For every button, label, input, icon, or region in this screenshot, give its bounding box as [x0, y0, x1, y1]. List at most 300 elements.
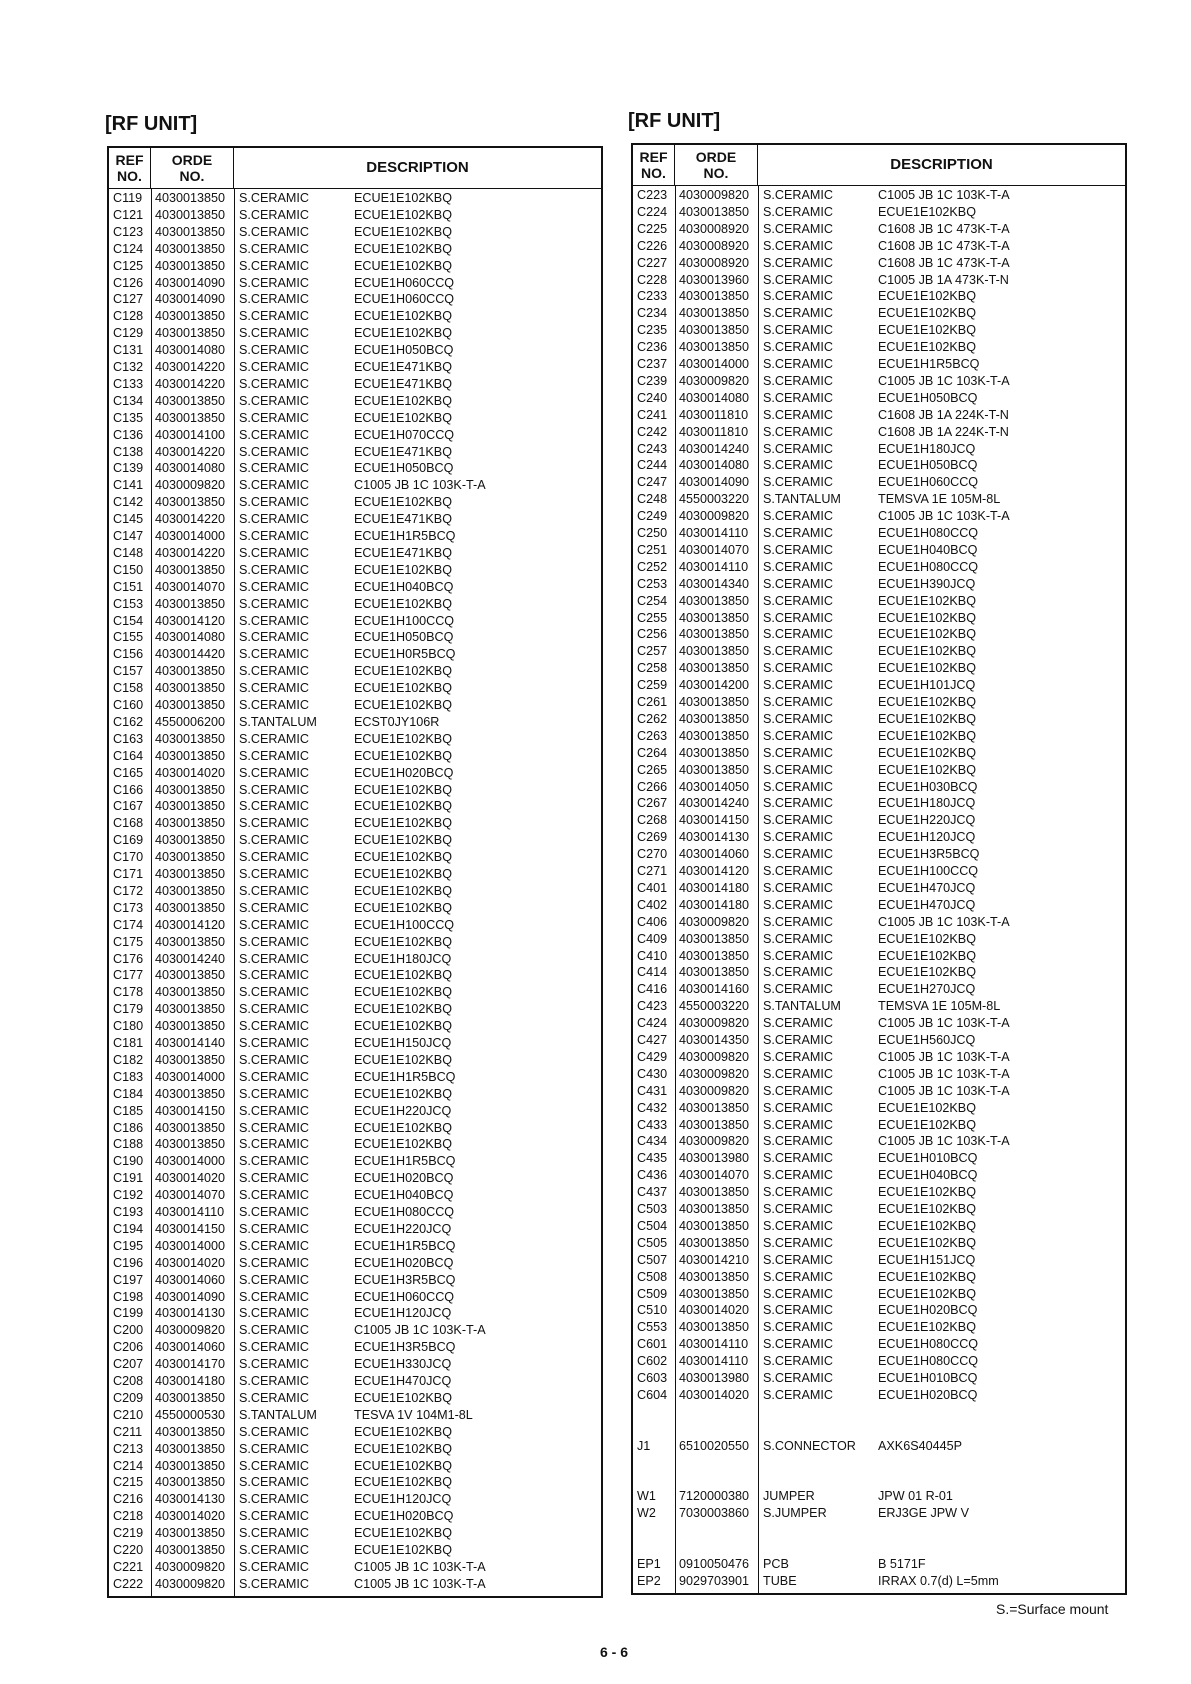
part-type-cell: S.CERAMIC — [239, 292, 309, 307]
part-type-cell: S.CERAMIC — [763, 796, 833, 811]
table-row — [633, 762, 1125, 779]
table-row — [633, 981, 1125, 998]
part-desc-cell: ECUE1E102KBQ — [354, 596, 453, 611]
part-type-cell: S.CERAMIC — [239, 1002, 309, 1017]
table-row — [633, 1353, 1125, 1370]
order-no-cell: 4030009820 — [679, 373, 750, 388]
ref-no-cell: C223 — [637, 188, 668, 202]
ref-no-cell: C215 — [113, 1475, 144, 1490]
order-no-cell: 4030009820 — [679, 1083, 750, 1098]
ref-no-cell: C402 — [637, 897, 668, 912]
ref-no-cell: C176 — [113, 951, 144, 966]
order-no-cell: 4030013850 — [155, 748, 226, 763]
table-row — [109, 951, 601, 968]
part-type-cell: S.CERAMIC — [239, 1374, 309, 1388]
part-desc-cell: ECUE1E102KBQ — [878, 762, 977, 777]
order-no-cell: 4030013850 — [679, 340, 750, 355]
part-type-cell: S.CERAMIC — [239, 1221, 309, 1236]
ref-no-cell: C125 — [113, 258, 144, 273]
part-desc-cell: ECUE1H020BCQ — [878, 1387, 978, 1402]
ref-no-cell: C406 — [637, 914, 668, 929]
ref-no-cell: C169 — [113, 833, 144, 848]
ref-no-cell: C162 — [113, 714, 144, 729]
part-desc-cell: ECUE1E102KBQ — [878, 965, 977, 980]
part-desc-cell: ECUE1E102KBQ — [354, 1120, 453, 1135]
ref-no-cell: C219 — [113, 1526, 144, 1541]
part-desc-cell: ECUE1H040BCQ — [354, 1188, 454, 1203]
part-type-cell: S.CERAMIC — [763, 1235, 833, 1250]
table-row — [109, 241, 601, 258]
ref-no-cell: C156 — [113, 647, 144, 662]
description-header: DESCRIPTION — [366, 159, 469, 176]
ref-no-cell: J1 — [637, 1438, 651, 1453]
ref-no-cell: C180 — [113, 1019, 144, 1034]
part-type-cell: TUBE — [763, 1573, 797, 1588]
part-desc-cell: ECUE1H060CCQ — [354, 292, 455, 307]
table-row — [109, 1407, 601, 1424]
part-type-cell: S.CERAMIC — [763, 1151, 833, 1166]
ref-no-cell: C435 — [637, 1151, 668, 1166]
ref-header-line2: NO. — [641, 165, 666, 181]
order-no-cell: 4030014180 — [679, 897, 750, 912]
part-desc-cell: C1005 JB 1C 103K-T-A — [878, 1134, 1010, 1149]
part-type-cell: S.CERAMIC — [763, 458, 833, 473]
part-desc-cell: C1608 JB 1A 224K-T-N — [878, 424, 1009, 439]
table-row — [109, 1390, 601, 1407]
order-no-cell: 4030014020 — [155, 1509, 226, 1524]
part-desc-cell: ECUE1E102KBQ — [354, 224, 453, 239]
order-no-cell: 4030009820 — [155, 1576, 226, 1591]
part-desc-cell: ECUE1E471KBQ — [354, 360, 453, 374]
ref-no-cell: C261 — [637, 695, 668, 709]
ref-no-cell: C151 — [113, 579, 144, 594]
part-desc-cell: ECUE1H020BCQ — [354, 1255, 454, 1270]
ref-no-cell: C409 — [637, 931, 668, 946]
left-heading: [RF UNIT] — [105, 113, 198, 135]
part-type-cell: S.CERAMIC — [239, 951, 309, 966]
part-type-cell: S.CERAMIC — [763, 1303, 833, 1318]
table-row — [633, 1083, 1125, 1100]
table-row — [633, 914, 1125, 931]
order-no-cell: 4030013850 — [155, 883, 226, 898]
part-type-cell: S.CERAMIC — [763, 1066, 833, 1081]
part-desc-cell: ECUE1H270JCQ — [878, 982, 976, 997]
part-type-cell: S.CERAMIC — [239, 1390, 309, 1405]
ref-no-cell: C157 — [113, 664, 144, 679]
ref-header-line1: REF — [115, 152, 144, 168]
table-row — [109, 748, 601, 765]
table-row — [633, 931, 1125, 948]
part-desc-cell: ECUE1H3R5BCQ — [354, 1272, 456, 1287]
part-type-cell: S.CERAMIC — [763, 576, 833, 591]
ref-no-cell: C233 — [637, 289, 668, 304]
part-desc-cell: ECUE1H020BCQ — [878, 1303, 978, 1318]
part-desc-cell: ECUE1H080CCQ — [878, 559, 979, 574]
order-no-cell: 4030014140 — [155, 1036, 226, 1050]
order-no-cell: 4030014150 — [155, 1221, 226, 1236]
table-row — [109, 1474, 601, 1491]
table-row — [109, 562, 601, 579]
ref-no-cell: C208 — [113, 1374, 144, 1388]
part-type-cell: S.CERAMIC — [239, 1238, 309, 1253]
left-parts-table — [107, 146, 603, 1598]
table-row — [633, 1066, 1125, 1083]
ref-no-cell: C147 — [113, 529, 144, 543]
ref-no-cell: C170 — [113, 850, 144, 865]
table-row — [109, 1255, 601, 1272]
order-no-cell: 4030014020 — [155, 1171, 226, 1186]
part-desc-cell: C1608 JB 1C 473K-T-A — [878, 221, 1010, 236]
ref-no-cell: C209 — [113, 1390, 144, 1405]
order-no-cell: 4030014110 — [679, 559, 749, 574]
ref-no-cell: C171 — [113, 867, 144, 881]
table-row — [633, 745, 1125, 762]
part-type-cell: S.CERAMIC — [239, 1458, 309, 1473]
part-desc-cell: ECUE1E102KBQ — [354, 968, 453, 983]
ref-no-cell: C244 — [637, 458, 668, 473]
ref-no-cell: C211 — [113, 1424, 143, 1439]
footnote: S.=Surface mount — [996, 1601, 1109, 1617]
part-desc-cell: ECUE1H040BCQ — [878, 542, 978, 557]
part-type-cell: S.CERAMIC — [763, 1049, 833, 1064]
ref-no-cell: C164 — [113, 748, 144, 763]
part-type-cell: S.CERAMIC — [763, 373, 833, 388]
table-row — [109, 1322, 601, 1339]
order-no-cell: 4030014180 — [155, 1374, 226, 1388]
order-no-cell: 4030013850 — [679, 1286, 750, 1301]
ref-no-cell: C505 — [637, 1235, 668, 1250]
order-no-cell: 4030014130 — [679, 830, 750, 845]
order-no-cell: 4030014120 — [679, 864, 750, 878]
ref-no-cell: C210 — [113, 1407, 144, 1422]
table-row — [633, 1404, 1125, 1421]
part-desc-cell: ECUE1E102KBQ — [878, 1286, 977, 1301]
part-type-cell: S.CERAMIC — [763, 1387, 833, 1402]
table-row — [109, 917, 601, 934]
part-desc-cell: C1005 JB 1C 103K-T-A — [354, 478, 486, 493]
ref-no-cell: C424 — [637, 1016, 668, 1031]
ref-no-cell: C160 — [113, 698, 144, 712]
part-type-cell: S.CERAMIC — [239, 207, 309, 222]
table-row — [633, 221, 1125, 238]
part-type-cell: S.CERAMIC — [239, 1306, 309, 1321]
part-desc-cell: ECUE1E102KBQ — [354, 782, 453, 797]
table-row — [633, 1336, 1125, 1353]
part-type-cell: S.CERAMIC — [239, 613, 309, 628]
part-desc-cell: ECUE1H180JCQ — [878, 796, 976, 811]
order-no-cell: 4030014060 — [155, 1272, 226, 1287]
table-row — [109, 410, 601, 427]
table-row — [633, 1438, 1125, 1455]
table-row — [633, 1421, 1125, 1438]
ref-no-cell: C172 — [113, 883, 144, 898]
table-row — [109, 444, 601, 461]
table-row — [109, 782, 601, 799]
part-desc-cell: ECUE1H3R5BCQ — [878, 847, 980, 862]
table-row — [109, 1052, 601, 1069]
ref-no-cell: EP1 — [637, 1556, 661, 1571]
part-desc-cell: ECUE1H101JCQ — [878, 678, 976, 693]
part-type-cell: S.CERAMIC — [763, 424, 833, 439]
ref-no-header — [109, 148, 151, 188]
table-row — [633, 1184, 1125, 1201]
order-no-cell: 4030013850 — [679, 306, 750, 321]
order-no-cell: 4030014220 — [155, 360, 226, 374]
part-type-cell: S.CERAMIC — [239, 512, 309, 527]
part-type-cell: S.CERAMIC — [239, 1323, 309, 1338]
part-desc-cell: ECUE1H220JCQ — [878, 813, 976, 828]
order-no-cell: 4030014130 — [155, 1492, 226, 1507]
ref-no-cell: C427 — [637, 1033, 668, 1047]
ref-no-cell: C248 — [637, 492, 668, 507]
part-type-cell: S.CERAMIC — [763, 323, 833, 338]
ref-no-cell: C220 — [113, 1543, 144, 1557]
order-no-cell: 4030009820 — [679, 1066, 750, 1081]
ref-no-cell: C254 — [637, 593, 668, 608]
order-no-cell: 4030014020 — [155, 1255, 226, 1270]
table-row — [633, 626, 1125, 643]
part-desc-cell: ECUE1E102KBQ — [354, 309, 453, 324]
order-no-cell: 4030013850 — [679, 695, 750, 709]
part-desc-cell: ECUE1H050BCQ — [354, 630, 454, 645]
part-type-cell: S.CERAMIC — [763, 982, 833, 997]
table-row — [109, 359, 601, 376]
part-desc-cell: C1005 JB 1A 473K-T-N — [878, 272, 1009, 287]
ref-no-cell: C196 — [113, 1255, 144, 1270]
part-desc-cell: ECUE1E102KBQ — [354, 393, 453, 408]
part-desc-cell: ECUE1H060CCQ — [878, 475, 979, 490]
table-row — [633, 1133, 1125, 1150]
order-no-cell: 4030013850 — [155, 1086, 226, 1101]
order-no-cell: 4030013850 — [155, 410, 226, 425]
part-type-cell: S.CONNECTOR — [763, 1438, 856, 1453]
order-no-cell: 4030014000 — [155, 529, 226, 543]
ref-no-cell: C154 — [113, 613, 144, 628]
part-type-cell: S.CERAMIC — [239, 1543, 309, 1557]
part-desc-cell: ECUE1H100CCQ — [354, 613, 455, 628]
part-desc-cell: ECUE1E102KBQ — [354, 985, 453, 1000]
part-type-cell: S.CERAMIC — [763, 221, 833, 236]
part-type-cell: S.CERAMIC — [239, 478, 309, 493]
order-no-cell: 4030013850 — [679, 965, 750, 980]
table-row — [109, 511, 601, 528]
part-type-cell: S.CERAMIC — [763, 272, 833, 287]
part-type-cell: S.CERAMIC — [239, 850, 309, 865]
order-no-cell: 4030014170 — [155, 1357, 226, 1372]
order-no-cell: 4030014080 — [155, 461, 226, 476]
ref-no-cell: C603 — [637, 1371, 668, 1385]
ref-no-cell: C250 — [637, 526, 668, 540]
part-type-cell: S.CERAMIC — [763, 864, 833, 878]
ref-no-cell: C158 — [113, 681, 144, 696]
order-no-cell: 4030013850 — [155, 664, 226, 679]
part-desc-cell: ECUE1E102KBQ — [878, 204, 977, 219]
table-row — [633, 1370, 1125, 1387]
table-row — [633, 998, 1125, 1015]
part-desc-cell: C1608 JB 1A 224K-T-N — [878, 407, 1009, 422]
ref-no-cell: C175 — [113, 934, 144, 949]
ref-no-cell: C228 — [637, 272, 668, 287]
table-row — [109, 1001, 601, 1018]
table-row — [109, 1339, 601, 1356]
part-type-cell: S.CERAMIC — [763, 1185, 833, 1200]
part-desc-cell: ECUE1E102KBQ — [354, 799, 453, 814]
table-row — [633, 187, 1125, 204]
ref-no-cell: C255 — [637, 610, 668, 625]
part-desc-cell: ECUE1E102KBQ — [354, 1441, 453, 1456]
order-no-cell: 4030014090 — [679, 475, 750, 490]
order-no-cell: 4030014350 — [679, 1033, 750, 1047]
order-no-cell: 4030014090 — [155, 275, 226, 290]
part-type-cell: S.CERAMIC — [763, 1252, 833, 1267]
order-no-cell: 7030003860 — [679, 1506, 750, 1521]
table-row — [633, 272, 1125, 289]
part-desc-cell: ECUE1E102KBQ — [354, 410, 453, 425]
part-desc-cell: ECUE1H220JCQ — [354, 1103, 452, 1118]
order-no-cell: 4030014110 — [155, 1205, 225, 1219]
ref-no-cell: C213 — [113, 1441, 144, 1456]
table-row — [109, 1525, 601, 1542]
table-row — [633, 542, 1125, 559]
order-no-cell: 4030013960 — [679, 272, 750, 287]
table-row — [633, 795, 1125, 812]
part-type-cell: S.CERAMIC — [763, 204, 833, 219]
order-no-cell: 4030014110 — [679, 1337, 749, 1352]
ref-no-cell: C265 — [637, 762, 668, 777]
order-no-cell: 4030014100 — [155, 427, 226, 442]
order-no-cell: 4030013850 — [679, 745, 750, 760]
ref-no-cell: C141 — [113, 478, 144, 493]
part-type-cell: S.CERAMIC — [763, 745, 833, 760]
ref-no-cell: C243 — [637, 441, 668, 456]
part-desc-cell: ECUE1H100CCQ — [878, 864, 979, 878]
table-row — [633, 677, 1125, 694]
part-type-cell: S.CERAMIC — [239, 731, 309, 746]
part-desc-cell: B 5171F — [878, 1556, 926, 1571]
ref-header-line1: REF — [639, 149, 668, 165]
part-type-cell: S.CERAMIC — [239, 224, 309, 239]
order-no-cell: 4030014070 — [155, 1188, 226, 1203]
part-desc-cell: ECUE1E102KBQ — [354, 867, 453, 881]
order-no-cell: 4030013850 — [155, 816, 226, 831]
order-no-cell: 4030013850 — [679, 948, 750, 963]
ref-no-cell: C184 — [113, 1086, 144, 1101]
part-desc-cell: ECUE1E102KBQ — [354, 883, 453, 898]
part-desc-cell: ECUE1H1R5BCQ — [878, 357, 980, 371]
part-desc-cell: ECUE1E102KBQ — [354, 1458, 453, 1473]
order-no-cell: 4030013850 — [679, 1269, 750, 1284]
part-type-cell: S.CERAMIC — [763, 441, 833, 456]
table-row — [109, 207, 601, 224]
order-no-cell: 4030014050 — [679, 779, 750, 794]
part-desc-cell: ECUE1H020BCQ — [354, 1509, 454, 1524]
part-desc-cell: ECUE1H020BCQ — [354, 1171, 454, 1186]
ref-no-cell: C181 — [113, 1036, 144, 1050]
part-desc-cell: ECUE1E102KBQ — [354, 731, 453, 746]
part-type-cell: S.CERAMIC — [239, 1120, 309, 1135]
part-type-cell: S.CERAMIC — [763, 1286, 833, 1301]
order-no-cell: 4030013850 — [679, 1235, 750, 1250]
part-type-cell: S.CERAMIC — [763, 897, 833, 912]
ref-no-cell: C433 — [637, 1117, 668, 1132]
table-row — [633, 1015, 1125, 1032]
part-type-cell: S.TANTALUM — [239, 714, 317, 729]
order-no-cell: 4030013850 — [679, 1202, 750, 1216]
order-no-cell: 4030013980 — [679, 1371, 750, 1385]
table-row — [633, 1505, 1125, 1522]
part-type-cell: S.CERAMIC — [239, 1272, 309, 1287]
ref-no-cell: C198 — [113, 1289, 144, 1304]
part-type-cell: S.CERAMIC — [763, 1202, 833, 1216]
table-row — [633, 1218, 1125, 1235]
table-row — [109, 714, 601, 731]
table-row — [633, 948, 1125, 965]
table-row — [633, 1471, 1125, 1488]
ref-no-cell: C270 — [637, 847, 668, 862]
ref-no-cell: C410 — [637, 948, 668, 963]
ref-no-cell: C177 — [113, 968, 144, 983]
part-type-cell: S.CERAMIC — [763, 762, 833, 777]
order-no-cell: 4030013850 — [679, 762, 750, 777]
part-desc-cell: ECUE1E102KBQ — [878, 610, 977, 625]
part-desc-cell: ECUE1E102KBQ — [354, 562, 453, 577]
table-row — [109, 596, 601, 613]
order-no-cell: 4030009820 — [679, 1016, 750, 1031]
order-no-cell: 4030009820 — [679, 1049, 750, 1064]
order-no-cell: 4030013850 — [679, 711, 750, 726]
part-type-cell: S.CERAMIC — [763, 1117, 833, 1132]
ref-no-cell: C241 — [637, 407, 668, 422]
table-row — [633, 559, 1125, 576]
ref-no-cell: C224 — [637, 204, 668, 219]
part-type-cell: S.CERAMIC — [763, 931, 833, 946]
order-no-cell: 4030014200 — [679, 678, 750, 693]
part-desc-cell: ECUE1E102KBQ — [878, 593, 977, 608]
ref-no-cell: C249 — [637, 509, 668, 524]
part-desc-cell: TESVA 1V 104M1-8L — [354, 1407, 473, 1422]
ref-no-cell: C193 — [113, 1205, 144, 1219]
table-row — [109, 460, 601, 477]
part-desc-cell: ECUE1H390JCQ — [878, 576, 976, 591]
part-type-cell: S.CERAMIC — [239, 782, 309, 797]
order-no-cell: 4030013850 — [155, 934, 226, 949]
part-desc-cell: ECUE1E471KBQ — [354, 512, 453, 527]
order-no-cell: 4030013850 — [155, 258, 226, 273]
table-row — [633, 1319, 1125, 1336]
part-desc-cell: ECUE1H1R5BCQ — [354, 1069, 456, 1084]
table-row — [109, 984, 601, 1001]
table-row — [109, 258, 601, 275]
ref-no-cell: C240 — [637, 390, 668, 405]
table-row — [633, 204, 1125, 221]
order-no-cell: 4030009820 — [155, 478, 226, 493]
table-row — [109, 1238, 601, 1255]
part-type-cell: S.CERAMIC — [763, 509, 833, 524]
order-no-cell: 0910050476 — [679, 1556, 750, 1571]
ref-no-cell: C206 — [113, 1340, 144, 1355]
ref-no-cell: C185 — [113, 1103, 144, 1118]
order-no-cell: 4030013850 — [679, 644, 750, 659]
table-row — [633, 964, 1125, 981]
order-no-cell: 4030013850 — [155, 799, 226, 814]
part-desc-cell: C1005 JB 1C 103K-T-A — [354, 1576, 486, 1591]
table-row — [109, 325, 601, 342]
part-type-cell: S.CERAMIC — [239, 1171, 309, 1186]
table-row — [109, 646, 601, 663]
ref-no-cell: C188 — [113, 1137, 144, 1152]
ref-no-cell: C138 — [113, 444, 144, 459]
ref-no-cell: C504 — [637, 1218, 668, 1233]
